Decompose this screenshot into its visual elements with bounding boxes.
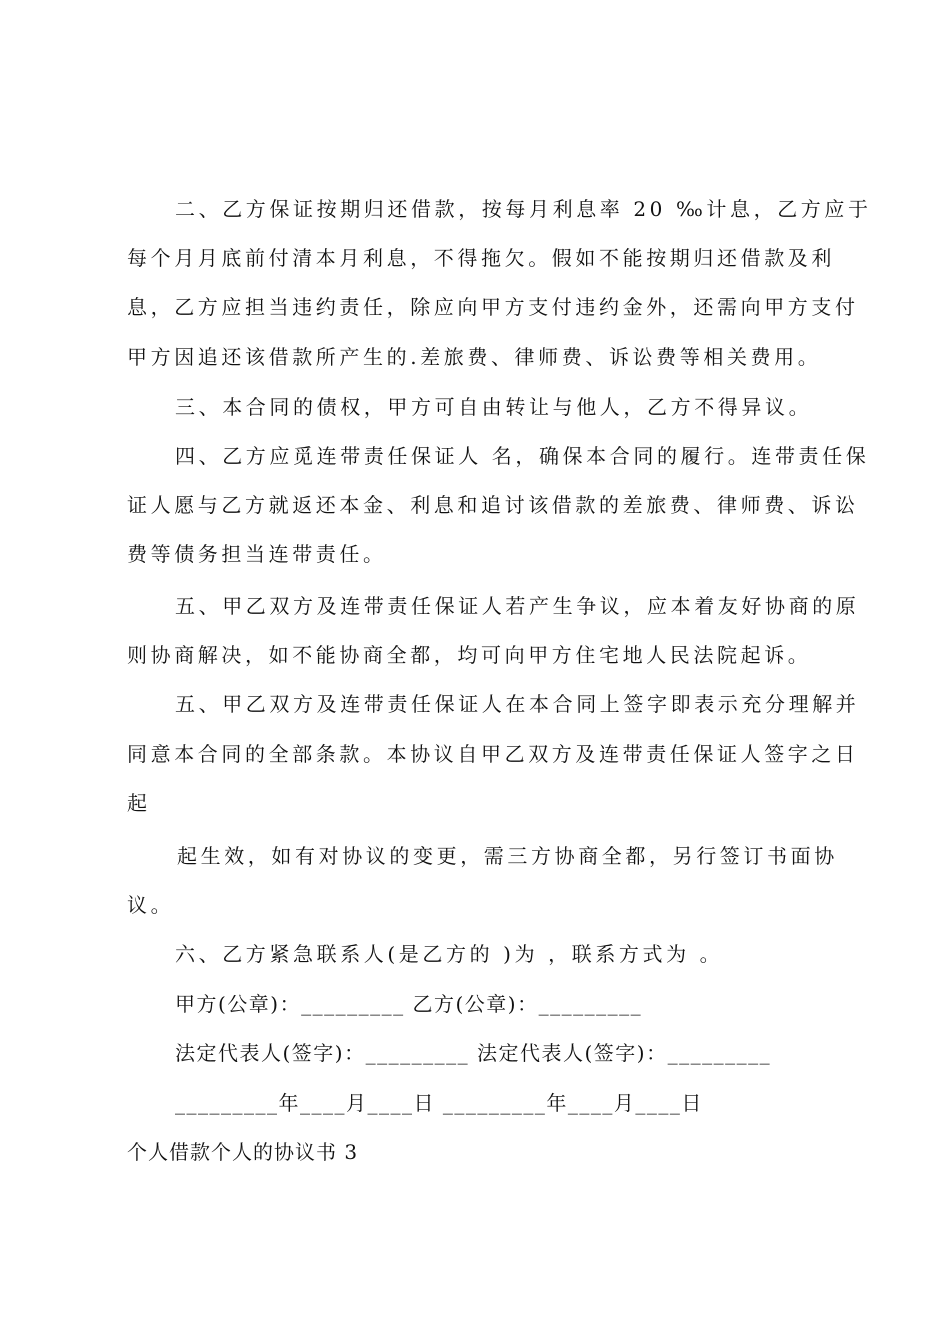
clause-5a-line-1: 五、甲乙双方及连带责任保证人若产生争议，应本着友好协商的原 bbox=[175, 594, 860, 618]
signature-date-line: _________年____月____日 _________年____月____日 bbox=[175, 1091, 703, 1115]
clause-4-line-1: 四、乙方应觅连带责任保证人 名，确保本合同的履行。连带责任保 bbox=[175, 444, 870, 468]
party-seal-line: 甲方(公章)：_________ 乙方(公章)：_________ bbox=[175, 992, 643, 1016]
clause-2-line-2: 每个月月底前付清本月利息，不得拖欠。假如不能按期归还借款及利 bbox=[127, 246, 835, 270]
clause-2-line-3: 息，乙方应担当违约责任，除应向甲方支付违约金外，还需向甲方支付 bbox=[127, 295, 859, 319]
clause-5b-line-3: 起 bbox=[127, 791, 151, 815]
clause-5a-line-2: 则协商解决，如不能协商全都，均可向甲方住宅地人民法院起诉。 bbox=[127, 643, 812, 667]
clause-2-line-1: 二、乙方保证按期归还借款，按每月利息率 20 ‰计息，乙方应于 bbox=[175, 197, 872, 221]
clause-5b-line-2: 同意本合同的全部条款。本协议自甲乙双方及连带责任保证人签字之日 bbox=[127, 742, 859, 766]
clause-5b-line-4: 起生效，如有对协议的变更，需三方协商全都，另行签订书面协 bbox=[177, 844, 838, 868]
legal-representative-line: 法定代表人(签字)：_________ 法定代表人(签字)：_________ bbox=[175, 1041, 772, 1065]
clause-2-line-4: 甲方因追还该借款所产生的.差旅费、律师费、诉讼费等相关费用。 bbox=[127, 345, 822, 369]
clause-6-line-1: 六、乙方紧急联系人(是乙方的 )为 ，联系方式为 。 bbox=[175, 942, 724, 966]
clause-4-line-3: 费等债务担当连带责任。 bbox=[127, 542, 387, 566]
clause-4-line-2: 证人愿与乙方就返还本金、利息和追讨该借款的差旅费、律师费、诉讼 bbox=[127, 493, 859, 517]
clause-3-line-1: 三、本合同的债权，甲方可自由转让与他人，乙方不得异议。 bbox=[175, 395, 813, 419]
clause-5b-line-5: 议。 bbox=[127, 893, 175, 917]
next-document-title: 个人借款个人的协议书 3 bbox=[127, 1140, 359, 1164]
clause-5b-line-1: 五、甲乙双方及连带责任保证人在本合同上签字即表示充分理解并 bbox=[175, 692, 860, 716]
